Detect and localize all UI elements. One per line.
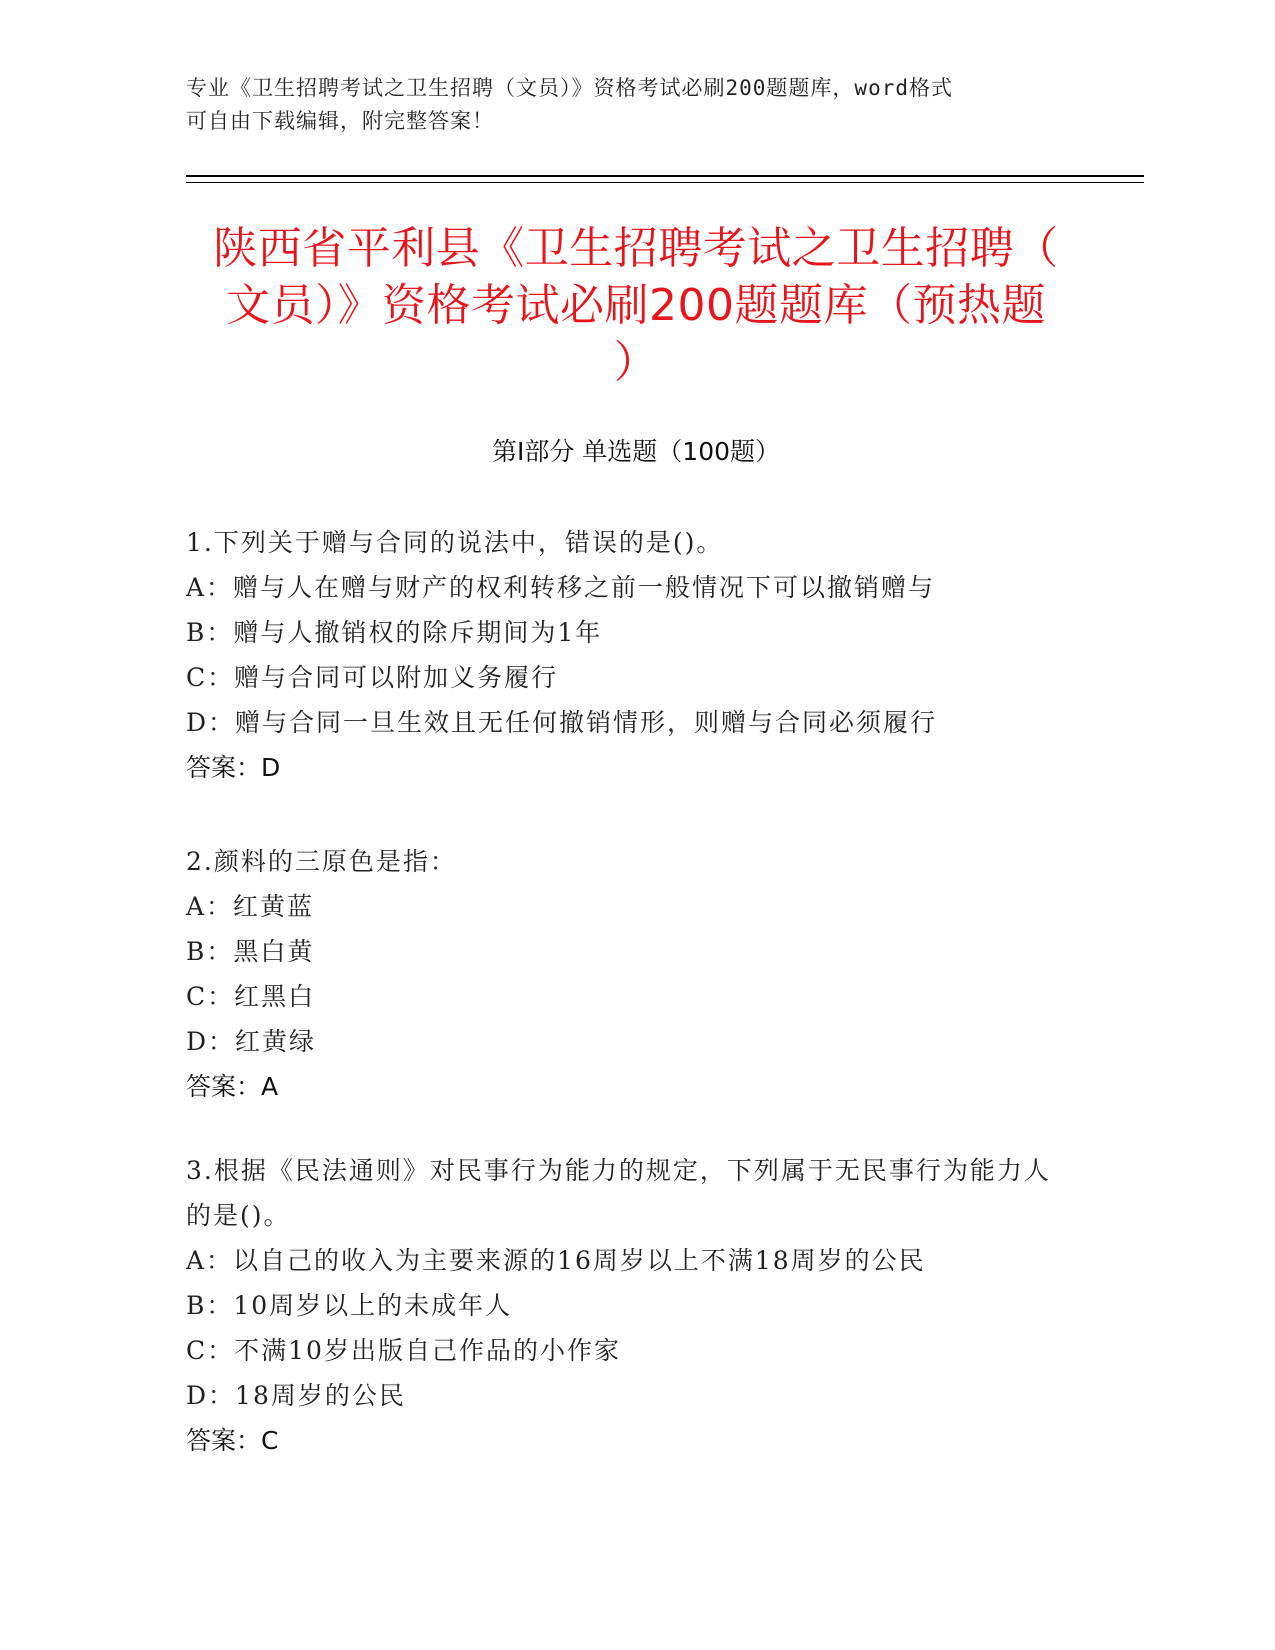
document-title-line-2: 文员）》资格考试必刷200题题库（预热题: [226, 280, 1046, 331]
header-note-line-2: 可自由下载编辑，附完整答案！: [186, 109, 494, 133]
option-c: C：赠与合同可以附加义务履行: [186, 663, 559, 692]
option-d: D：18周岁的公民: [186, 1381, 406, 1410]
question-stem: 2.颜料的三原色是指：: [186, 847, 457, 876]
answer: 答案：C: [186, 1426, 279, 1455]
option-c: C：红黑白: [186, 982, 316, 1011]
answer: 答案：A: [186, 1072, 279, 1101]
answer: 答案：D: [186, 753, 281, 782]
option-c: C：不满10岁出版自己作品的小作家: [186, 1336, 621, 1365]
header-note: [186, 72, 1066, 138]
question-stem: 1.下列关于赠与合同的说法中，错误的是()。: [186, 528, 724, 557]
question-stem: 3.根据《民法通则》对民事行为能力的规定，下列属于无民事行为能力人的是()。: [186, 1156, 1051, 1230]
option-b: B：10周岁以上的未成年人: [186, 1291, 513, 1320]
section-title: 第Ⅰ部分 单选题（100题）: [491, 437, 781, 466]
question-2: [186, 839, 1066, 1109]
header-note-line-1: 专业《卫生招聘考试之卫生招聘（文员）》资格考试必刷200题题库，word格式: [186, 76, 953, 100]
option-d: D：赠与合同一旦生效且无任何撤销情形，则赠与合同必须履行: [186, 708, 938, 737]
document-title-line-3: ）: [613, 337, 659, 388]
option-a: A：赠与人在赠与财产的权利转移之前一般情况下可以撤销赠与: [186, 573, 936, 602]
header-rule-thin: [186, 182, 1144, 183]
option-d: D：红黄绿: [186, 1027, 317, 1056]
option-a: A：以自己的收入为主要来源的16周岁以上不满18周岁的公民: [186, 1246, 926, 1275]
header-rule-thick: [186, 175, 1144, 177]
question-3: [186, 1148, 1066, 1463]
option-a: A：红黄蓝: [186, 892, 315, 921]
document-title: [186, 220, 1086, 391]
document-title-line-1: 陕西省平利县《卫生招聘考试之卫生招聘（: [213, 223, 1059, 274]
option-b: B：黑白黄: [186, 937, 315, 966]
option-b: B：赠与人撤销权的除斥期间为1年: [186, 618, 603, 647]
question-1: [186, 520, 1066, 790]
